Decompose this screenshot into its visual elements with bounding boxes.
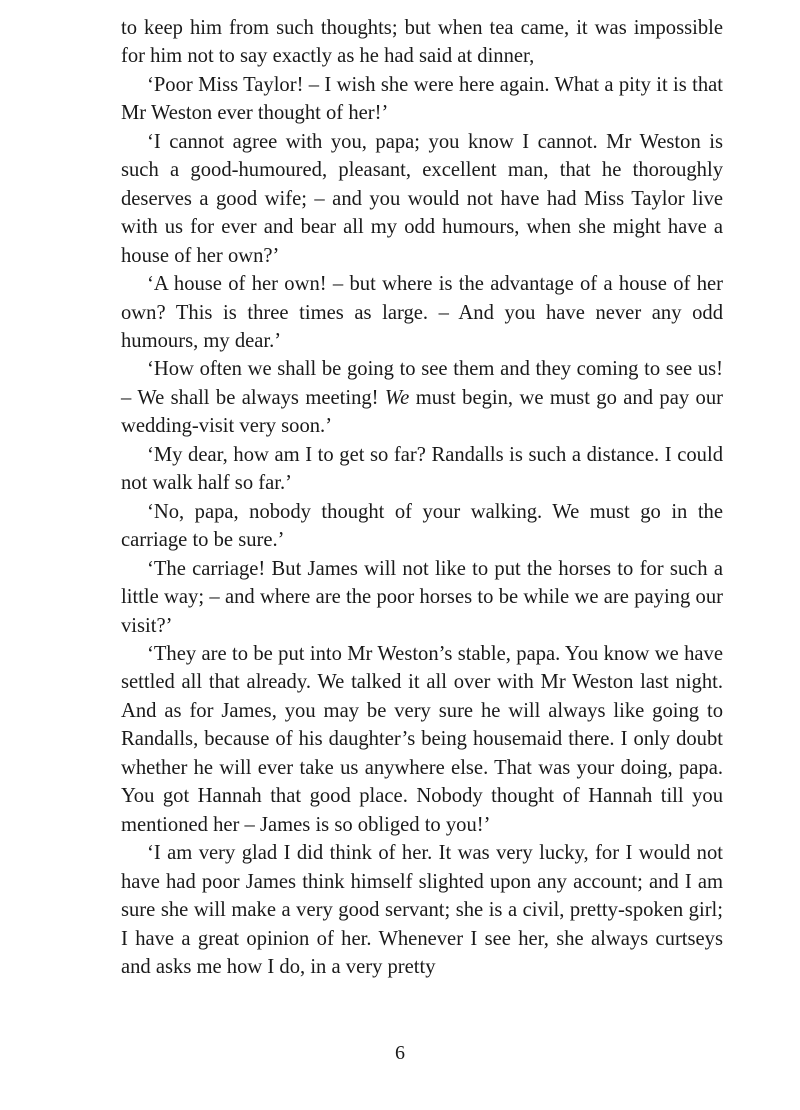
paragraph-text-after: must begin, we must go and pay our wedding-visit very soon.’ [121, 386, 723, 438]
paragraph-dialogue: ‘Poor Miss Taylor! – I wish she were here again. What a pity it is that Mr Weston ever thought of her!’ [121, 73, 723, 125]
paragraph-dialogue: ‘My dear, how am I to get so far? Randalls is such a distance. I could not walk half so far.’ [121, 443, 723, 495]
page-number: 6 [395, 1042, 405, 1064]
paragraph-dialogue: ‘The carriage! But James will not like to put the horses to for such a little way; – and where are the poor horses to be while we are paying our visit?’ [121, 557, 723, 637]
emphasis-text: We [384, 386, 410, 409]
paragraph-dialogue: ‘They are to be put into Mr Weston’s stable, papa. You know we have settled all that already. We talked it all over with Mr Weston last night. And as for James, you may be very sure he will always like going to Randalls, because of his daughter’s being housemaid there. I only doubt whether he will ever take us anywhere else. That was your doing, papa. You got Hannah that good place. Nobody thought of Hannah till you mentioned her – James is so obliged to you!’ [121, 642, 723, 836]
paragraph-dialogue: ‘No, papa, nobody thought of your walking. We must go in the carriage to be sure.’ [121, 500, 723, 552]
paragraph-dialogue: ‘I am very glad I did think of her. It was very lucky, for I would not have had poor James think himself slighted upon any account; and I am sure she will make a very good servant; she is a civil, pretty-spoken girl; I have a great opinion of her. Whenever I see her, she always curtseys and asks me how I do, in a very pretty [121, 842, 723, 978]
page-body [121, 14, 723, 981]
paragraph-dialogue: ‘A house of her own! – but where is the advantage of a house of her own? This is three times as large. – And you have never any odd humours, my dear.’ [121, 273, 723, 352]
paragraph-dialogue: ‘I cannot agree with you, papa; you know I cannot. Mr Weston is such a good-humoured, pleasant, excellent man, that he thoroughly deserves a good wife; – and you would not have had Miss Taylor live with us for ever and bear all my odd humours, when she might have a house of her own?’ [121, 130, 723, 267]
paragraph-dialogue [121, 355, 723, 440]
paragraph-text-before: ‘How often we shall be going to see them and they coming to see us! – We shall be always meeting! [121, 358, 723, 409]
paragraph-continuation: to keep him from such thoughts; but when tea came, it was impossible for him not to say exactly as he had said at dinner, [121, 17, 723, 68]
